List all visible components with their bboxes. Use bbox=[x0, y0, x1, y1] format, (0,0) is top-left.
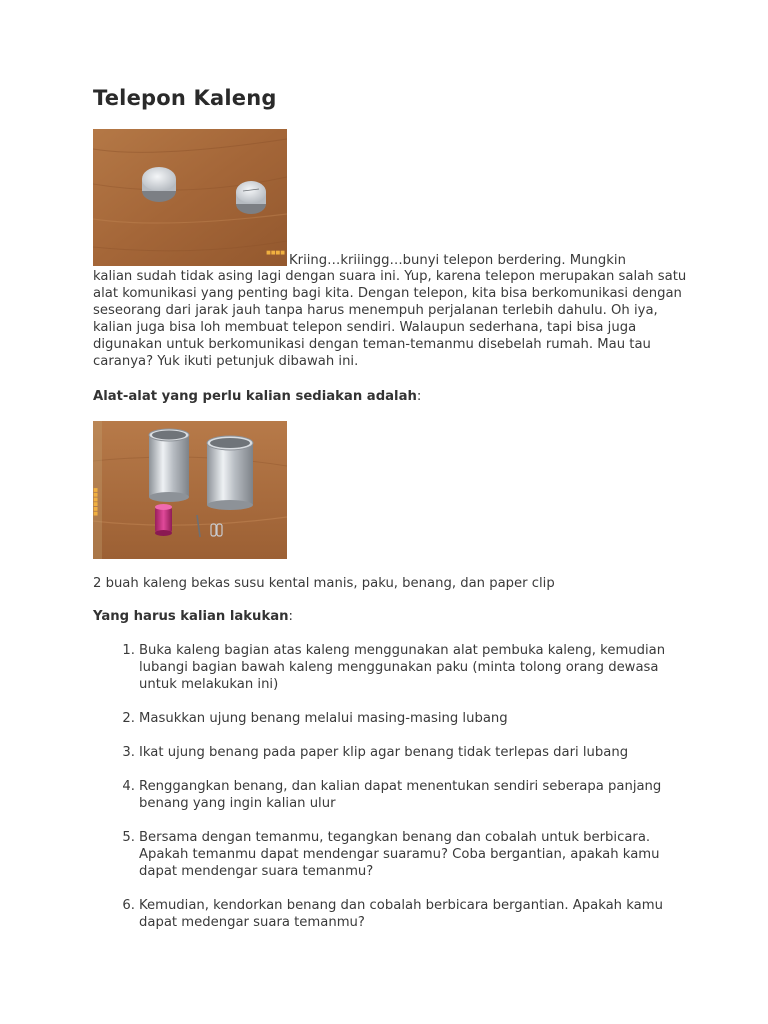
step-number: 2. bbox=[122, 711, 135, 726]
page-title: Telepon Kaleng bbox=[93, 86, 277, 110]
step-number: 6. bbox=[122, 898, 135, 913]
tools-heading-text: Alat-alat yang perlu kalian sediakan adalah bbox=[93, 389, 417, 404]
steps-heading bbox=[93, 608, 293, 625]
step-text: Masukkan ujung benang melalui masing-masing lubang bbox=[139, 711, 508, 726]
tools-list-text: 2 buah kaleng bekas susu kental manis, paku, benang, dan paper clip bbox=[93, 576, 555, 591]
cans-top-view-photo bbox=[93, 129, 287, 266]
tools-heading bbox=[93, 388, 421, 405]
step-number: 1. bbox=[122, 643, 135, 658]
svg-text:■■■■: ■■■■ bbox=[266, 250, 285, 256]
intro-first-line: Kriing…kriiingg…bunyi telepon berdering. Mungkin bbox=[289, 253, 626, 268]
step-text: Bersama dengan temanmu, tegangkan benang dan cobalah untuk berbicara. Apakah temanmu dapat mendengar suaramu? Coba bergantian, apakah kamu dapat mendengar suara temanmu? bbox=[139, 830, 660, 879]
tools-heading-colon: : bbox=[416, 389, 422, 404]
step-text: Ikat ujung benang pada paper klip agar benang tidak terlepas dari lubang bbox=[139, 745, 629, 760]
tools-photo bbox=[93, 421, 287, 559]
step-number: 4. bbox=[122, 779, 135, 794]
intro-paragraph: kalian sudah tidak asing lagi dengan suara ini. Yup, karena telepon merupakan salah satu alat komunikasi yang penting bagi kita. Dengan telepon, kita bisa berkomunikasi dengan seseorang dari jarak jauh tanpa harus menempuh perjalanan terlebih dahulu. Oh iya, kalian juga bisa loh membuat telepon sendiri. Walaupun sederhana, tapi bisa juga digunakan untuk berkomunikasi dengan teman-temanmu disebelah rumah. Mau tau caranya? Yuk ikuti petunjuk dibawah ini. bbox=[93, 269, 687, 369]
step-number: 3. bbox=[122, 745, 135, 760]
step-text: Buka kaleng bagian atas kaleng menggunakan alat pembuka kaleng, kemudian lubangi bagian bawah kaleng menggunakan paku (minta tolong orang dewasa untuk melakukan ini) bbox=[139, 643, 666, 692]
svg-text:■■■■■■: ■■■■■■ bbox=[93, 487, 99, 516]
step-number: 5. bbox=[122, 830, 135, 845]
steps-heading-text: Yang harus kalian lakukan bbox=[93, 609, 289, 624]
step-text: Kemudian, kendorkan benang dan cobalah berbicara bergantian. Apakah kamu dapat medengar suara temanmu? bbox=[139, 898, 663, 930]
steps-heading-colon: : bbox=[288, 609, 293, 624]
step-text: Renggangkan benang, dan kalian dapat menentukan sendiri seberapa panjang benang yang ingin kalian ulur bbox=[139, 779, 662, 811]
